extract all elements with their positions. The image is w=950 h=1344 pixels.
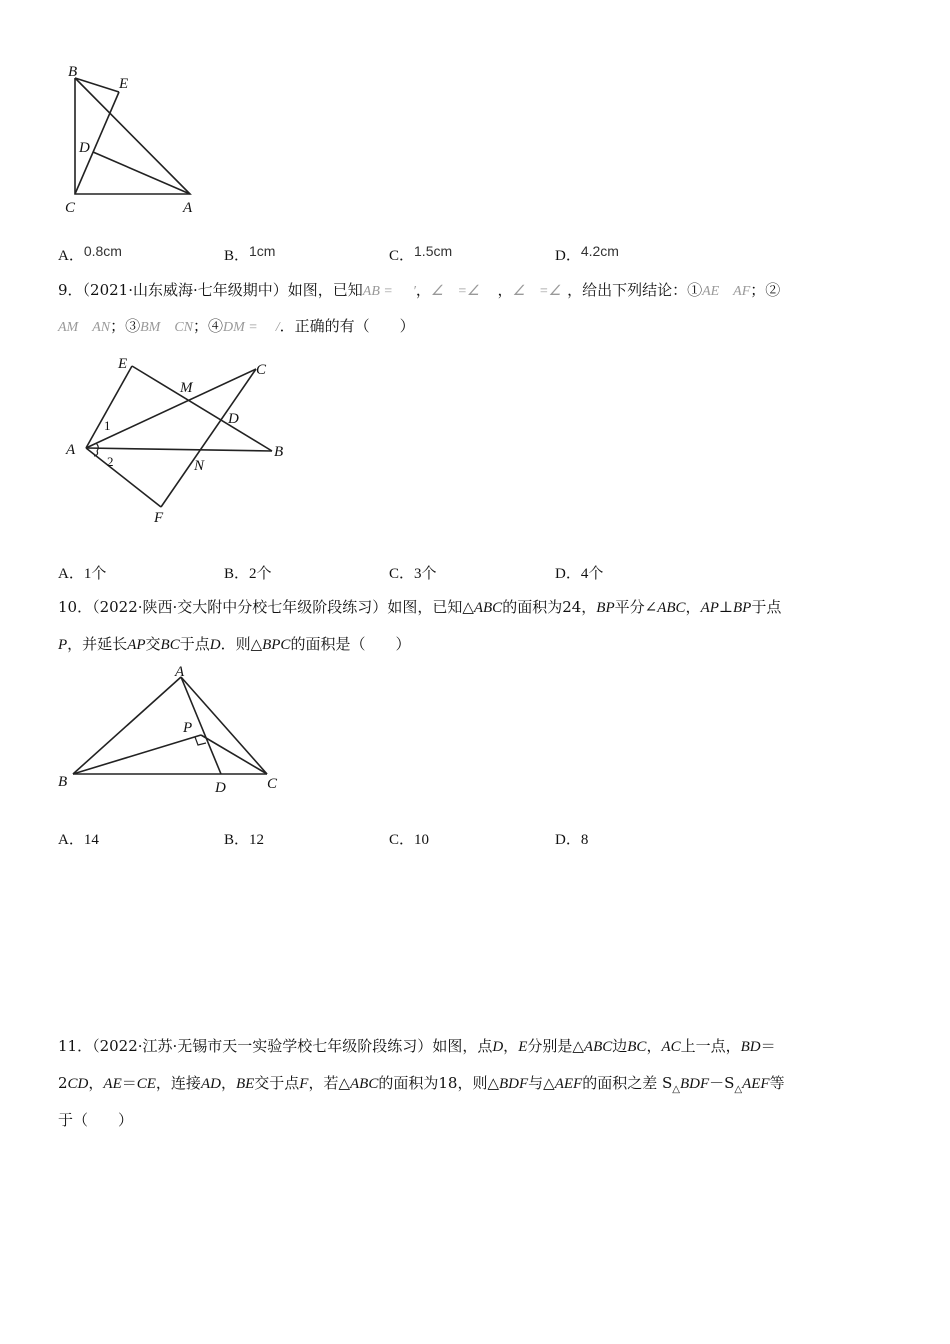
q11-text-4: 边 xyxy=(612,1037,628,1055)
q9-option-d-letter: D． xyxy=(555,566,581,582)
q9-formula-ab: AB = xyxy=(362,284,393,299)
q11-text-2i: 与△ xyxy=(528,1074,555,1092)
q10-number: 10． xyxy=(58,598,93,616)
q8-option-b-value: 1cm xyxy=(249,243,276,259)
q11-text-1: 如图，点 xyxy=(432,1037,493,1055)
q11-text-6: 上一点， xyxy=(680,1037,741,1055)
q9-comma-1: ， xyxy=(415,281,431,299)
q10-option-d-letter: D． xyxy=(555,832,581,848)
q10-text-9: ．则△ xyxy=(220,635,263,653)
q10-option-d-value: 8 xyxy=(580,832,589,848)
q11-subscript-1: △ xyxy=(672,1084,680,1095)
q11-var-bdf-2: BDF xyxy=(679,1076,710,1092)
q11-text-2a: 2 xyxy=(58,1074,68,1092)
q9-label-angle-2: 2 xyxy=(107,454,114,469)
q10-text-6: ，并延长 xyxy=(67,635,128,653)
q11-text-2e: ， xyxy=(220,1074,236,1092)
q11-var-aef: AEF xyxy=(554,1076,583,1092)
q9-text-6: ．正确的有（ ） xyxy=(279,317,415,335)
q10-segment-ac xyxy=(181,677,267,774)
q8-option-b[interactable] xyxy=(224,244,275,265)
q10-segment-bp xyxy=(73,735,201,774)
q10-var-d: D xyxy=(209,637,221,653)
q9-label-m: M xyxy=(180,380,193,396)
q9-formula-ae-af: AE AF xyxy=(702,284,751,299)
q10-var-bpc: BPC xyxy=(262,637,291,653)
q10-figure xyxy=(55,660,295,800)
q10-label-d: D xyxy=(215,780,226,796)
q9-label-a: A xyxy=(66,442,76,458)
q10-label-a: A xyxy=(175,664,185,680)
q10-label-p: P xyxy=(183,720,193,736)
q11-line-3 xyxy=(58,1110,133,1130)
q10-line-1 xyxy=(58,597,781,618)
q10-text-5: 于点 xyxy=(751,598,782,616)
q11-var-ad: AD xyxy=(200,1076,221,1092)
q10-source: （2022·陕西·交大附中分校七年级阶段练习） xyxy=(92,598,388,616)
q8-option-d-value: 4.2cm xyxy=(580,243,619,259)
q8-option-a[interactable] xyxy=(58,244,122,265)
q11-line-1 xyxy=(58,1036,776,1057)
q9-formula-am-an: AM AN xyxy=(58,320,111,335)
q11-text-2l: 等 xyxy=(769,1074,785,1092)
q8-label-b: B xyxy=(68,64,78,80)
q9-text-1: 如图，已知 xyxy=(287,281,363,299)
q10-var-p: P xyxy=(58,637,68,653)
q10-segment-ab xyxy=(73,677,181,774)
q9-label-f: F xyxy=(154,510,164,526)
q9-formula-angle-1: ∠ =∠ xyxy=(430,284,480,299)
q11-var-f: F xyxy=(299,1076,309,1092)
q10-option-c-value: 10 xyxy=(414,832,430,848)
q9-label-e: E xyxy=(118,356,128,372)
q9-figure xyxy=(60,350,300,530)
q10-var-bp: BP xyxy=(596,600,615,616)
q9-segment-fc xyxy=(161,369,256,507)
q10-option-d[interactable] xyxy=(555,828,588,849)
q9-label-angle-1: 1 xyxy=(104,418,111,433)
q9-label-d: D xyxy=(228,411,239,427)
q8-option-c-value: 1.5cm xyxy=(414,243,453,259)
q9-option-c-letter: C． xyxy=(389,566,415,582)
q11-number: 11． xyxy=(58,1037,93,1055)
q10-label-c: C xyxy=(267,776,278,792)
q9-formula-ab-prime: ′ xyxy=(412,284,416,299)
q8-option-d-letter: D． xyxy=(555,248,581,264)
q9-option-a-value: 1个 xyxy=(83,566,107,582)
q9-line-1 xyxy=(58,280,780,302)
q10-var-abc-2: ABC xyxy=(657,600,686,616)
q8-label-d: D xyxy=(79,140,90,156)
q8-option-c-letter: C． xyxy=(389,248,415,264)
q9-option-d[interactable] xyxy=(555,562,603,583)
q9-option-b-value: 2个 xyxy=(249,566,272,582)
q11-text-5: ， xyxy=(646,1037,662,1055)
q9-segment-af xyxy=(86,448,161,507)
q10-option-a-letter: A． xyxy=(58,832,84,848)
q11-subscript-2: △ xyxy=(734,1084,743,1095)
q9-formula-angle-2: ∠ =∠ xyxy=(512,284,562,299)
q10-text-7: 交 xyxy=(145,635,161,653)
q10-option-b-value: 12 xyxy=(249,832,265,848)
q11-var-bdf: BDF xyxy=(498,1076,529,1092)
q9-segment-eb xyxy=(132,366,272,451)
q11-var-be: BE xyxy=(235,1076,255,1092)
q8-segment-da xyxy=(93,152,190,194)
q8-option-a-value: 0.8cm xyxy=(83,243,122,259)
q9-option-c-value: 3个 xyxy=(414,566,437,582)
q11-var-ac: AC xyxy=(661,1039,681,1055)
q8-label-c: C xyxy=(65,200,76,216)
q9-segment-ae xyxy=(86,366,132,448)
q8-option-c[interactable] xyxy=(389,244,452,265)
q9-segment-ab xyxy=(86,448,272,451)
q9-source: （2021·山东威海·七年级期中） xyxy=(82,281,288,299)
q11-text-2: ， xyxy=(503,1037,519,1055)
q11-text-2k: －S xyxy=(709,1074,735,1092)
q11-text-2f: 交于点 xyxy=(254,1074,300,1092)
q10-var-bc: BC xyxy=(160,637,180,653)
q10-var-ap-perp-bp: AP⊥BP xyxy=(700,600,752,616)
q9-comma-2: ， xyxy=(497,281,513,299)
q9-option-a-letter: A． xyxy=(58,566,84,582)
q10-option-a[interactable] xyxy=(58,828,99,849)
q8-option-a-letter: A． xyxy=(58,248,84,264)
q9-formula-bm-cn: BM CN xyxy=(140,320,194,335)
q9-text-4: ；③ xyxy=(110,317,141,335)
q11-var-cd: CD xyxy=(67,1076,89,1092)
q11-text-2j: 的面积之差 S xyxy=(582,1074,673,1092)
q11-var-aef-2: AEF xyxy=(742,1076,770,1092)
q10-option-a-value: 14 xyxy=(83,832,99,848)
q8-figure xyxy=(55,60,215,220)
q10-segment-pc xyxy=(201,735,267,774)
q10-text-10: 的面积是（ ） xyxy=(290,635,411,653)
q9-label-c: C xyxy=(256,362,267,378)
q11-text-2d: ，连接 xyxy=(155,1074,201,1092)
q9-formula-dm-tail: / xyxy=(275,320,280,335)
q11-var-bc: BC xyxy=(627,1039,647,1055)
q8-option-b-letter: B． xyxy=(224,248,250,264)
q9-label-n: N xyxy=(194,458,205,474)
q9-option-c[interactable] xyxy=(389,562,437,583)
q10-line-2 xyxy=(58,634,410,655)
q10-text-2: 的面积为24， xyxy=(502,598,597,616)
q9-angle-arc-1 xyxy=(96,443,98,451)
q9-segment-ac xyxy=(86,369,256,448)
q11-text-2g: ，若△ xyxy=(308,1074,351,1092)
q11-var-abc-2: ABC xyxy=(350,1076,379,1092)
q11-text-2b: ， xyxy=(88,1074,104,1092)
q9-number: 9． xyxy=(58,281,83,299)
q10-right-angle-mark xyxy=(195,737,206,745)
q8-label-e: E xyxy=(119,76,129,92)
q10-text-8: 于点 xyxy=(179,635,210,653)
q10-option-c-letter: C． xyxy=(389,832,415,848)
q9-option-b[interactable] xyxy=(224,562,272,583)
q8-label-a: A xyxy=(183,200,193,216)
q11-var-abc: ABC xyxy=(583,1039,613,1055)
q11-text-7: ＝ xyxy=(760,1037,776,1055)
q9-formula-dm: DM = xyxy=(223,320,258,335)
q10-option-c[interactable] xyxy=(389,828,429,849)
q9-option-d-value: 4个 xyxy=(580,566,604,582)
q11-line-2 xyxy=(58,1073,785,1100)
q10-option-b[interactable] xyxy=(224,828,264,849)
q11-text-3: 于（ ） xyxy=(58,1111,134,1129)
q11-var-e: E xyxy=(518,1039,528,1055)
q11-text-2c: ＝ xyxy=(121,1074,137,1092)
q11-text-2h: 的面积为18，则△ xyxy=(378,1074,499,1092)
q11-source: （2022·江苏·无锡市天一实验学校七年级阶段练习） xyxy=(92,1037,433,1055)
q9-option-b-letter: B． xyxy=(224,566,250,582)
q11-var-ae: AE xyxy=(103,1076,122,1092)
q10-text-4: ， xyxy=(685,598,701,616)
q10-var-abc: ABC xyxy=(473,600,503,616)
q9-text-2: ，给出下列结论：① xyxy=(567,281,703,299)
q8-option-d[interactable] xyxy=(555,244,619,265)
q11-var-d: D xyxy=(492,1039,504,1055)
q9-option-a[interactable] xyxy=(58,562,106,583)
q9-label-b: B xyxy=(274,444,284,460)
q9-line-2 xyxy=(58,316,415,338)
q11-text-3: 分别是△ xyxy=(527,1037,584,1055)
q11-var-bd: BD xyxy=(740,1039,761,1055)
q10-text-1: 如图，已知△ xyxy=(387,598,474,616)
q8-triangle-bca xyxy=(75,78,190,194)
q10-label-b: B xyxy=(58,774,68,790)
q9-text-5: ；④ xyxy=(193,317,224,335)
q10-option-b-letter: B． xyxy=(224,832,250,848)
q11-var-ce: CE xyxy=(136,1076,156,1092)
q9-text-3: ；② xyxy=(750,281,781,299)
q10-text-3: 平分∠ xyxy=(614,598,658,616)
q10-var-ap: AP xyxy=(127,637,146,653)
